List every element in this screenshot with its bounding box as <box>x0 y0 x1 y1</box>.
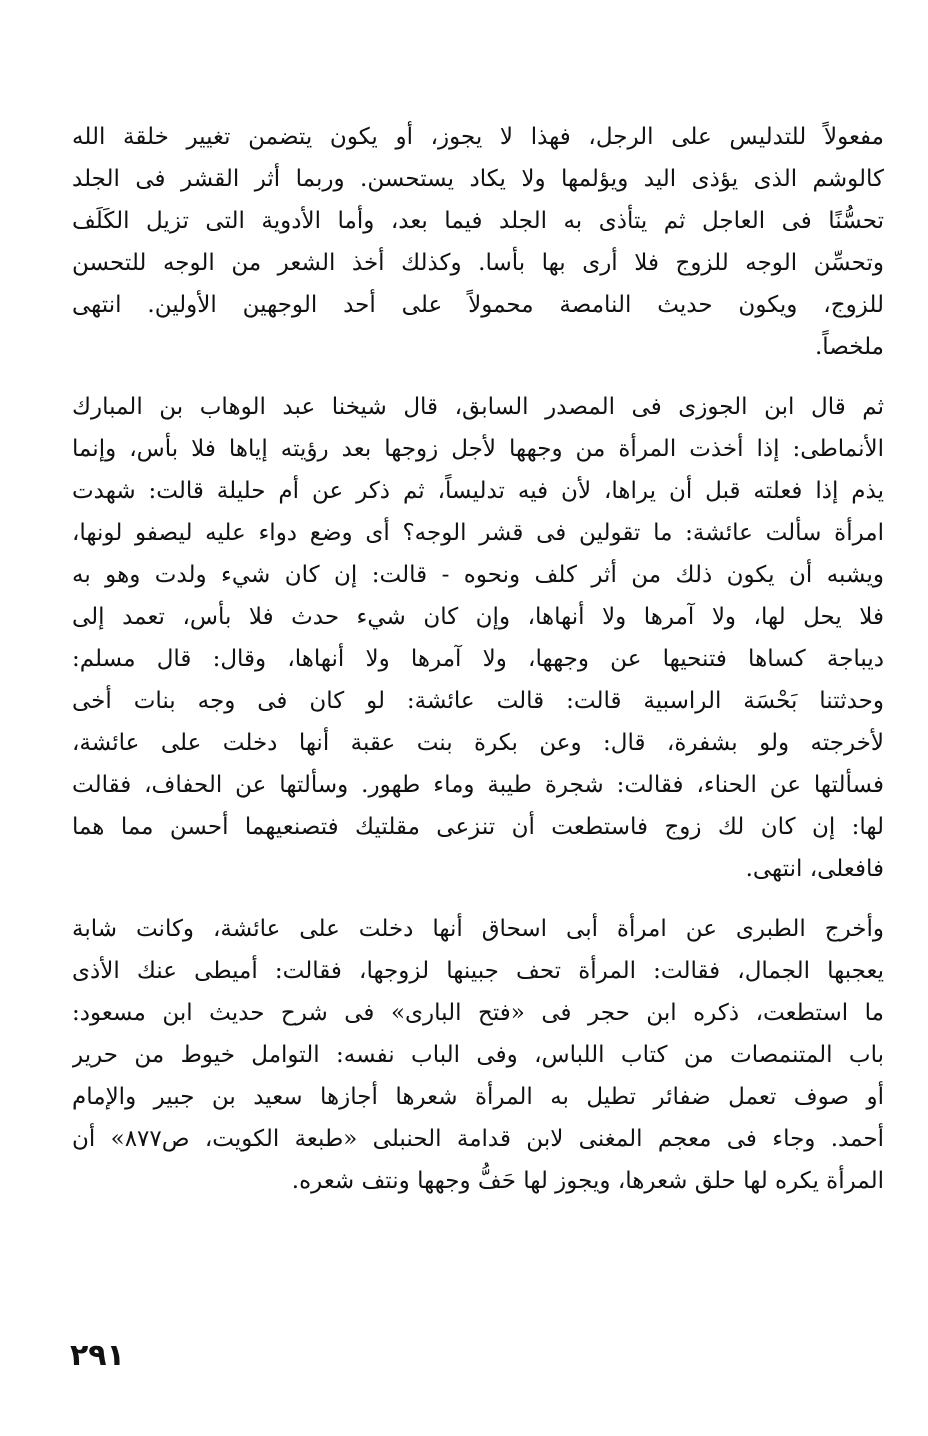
text-line: مفعولاً للتدليس على الرجل، فهذا لا يجوز، أو يكون يتضمن تغيير خلقة الله <box>72 124 884 150</box>
text-line: لها: إن كان لك زوج فاستطعت أن تنزعى مقلتيك فتصنعيهما أحسن مما هما <box>72 814 884 840</box>
paragraph <box>72 116 884 368</box>
text-line: يذم إذا فعلته قبل أن يراها، لأن فيه تدليساً، ثم ذكر عن أم حليلة قالت: شهدت <box>72 478 884 504</box>
text-line: لأخرجته ولو بشفرة، قال: وعن بكرة بنت عقبة أنها دخلت على عائشة، <box>72 730 884 756</box>
text-line: ما استطعت، ذكره ابن حجر فى «فتح البارى» فى شرح حديث ابن مسعود: <box>72 1000 884 1026</box>
text-line: الأنماطى: إذا أخذت المرأة من وجهها لأجل زوجها بعد رؤيته إياها فلا بأس، وإنما <box>72 436 884 462</box>
text-line: ديباجة كساها فتنحيها عن وجهها، ولا آمرها ولا أنهاها، وقال: قال مسلم: <box>72 646 884 672</box>
text-line: المرأة يكره لها حلق شعرها، ويجوز لها حَفُّ وجهها ونتف شعره. <box>291 1168 884 1194</box>
text-line: باب المتنمصات من كتاب اللباس، وفى الباب نفسه: التوامل خيوط من حرير <box>72 1042 884 1068</box>
text-line: ثم قال ابن الجوزى فى المصدر السابق، قال شيخنا عبد الوهاب بن المبارك <box>72 394 884 420</box>
text-line: امرأة سألت عائشة: ما تقولين فى قشر الوجه؟ أى وضع دواء عليه ليصفو لونها، <box>72 520 884 546</box>
text-line: وحدثتنا بَحْسَة الراسبية قالت: قالت عائشة: لو كان فى وجه بنات أخى <box>72 688 884 714</box>
text-line: أو صوف تعمل ضفائر تطيل به المرأة شعرها أجازها سعيد بن جبير والإمام <box>72 1084 884 1110</box>
paragraph <box>72 908 884 1202</box>
text-line: وتحسِّن الوجه للزوج فلا أرى بها بأسا. وكذلك أخذ الشعر من الوجه للتحسن <box>72 250 884 276</box>
text-line: ويشبه أن يكون ذلك من أثر كلف ونحوه - قالت: إن كان شيء ولدت وهو به <box>72 562 884 588</box>
text-line: فسألتها عن الحناء، فقالت: شجرة طيبة وماء طهور. وسألتها عن الحفاف، فقالت <box>72 772 884 798</box>
text-line: فافعلى، انتهى. <box>745 856 884 882</box>
text-line: فلا يحل لها، ولا آمرها ولا أنهاها، وإن كان شيء حدث فلا بأس، تعمد إلى <box>72 604 884 630</box>
page-body-text <box>72 116 884 1202</box>
text-line: أحمد. وجاء فى معجم المغنى لابن قدامة الحنبلى «طبعة الكويت، ص٨٧٧» أن <box>72 1126 884 1152</box>
text-line: للزوج، ويكون حديث النامصة محمولاً على أحد الوجهين الأولين. انتهى <box>72 292 884 318</box>
paragraph <box>72 386 884 890</box>
text-line: كالوشم الذى يؤذى اليد ويؤلمها ولا يكاد يستحسن. وربما أثر القشر فى الجلد <box>72 166 884 192</box>
text-line: يعجبها الجمال، فقالت: المرأة تحف جبينها لزوجها، فقالت: أميطى عنك الأذى <box>72 958 884 984</box>
page-number: ٢٩١ <box>70 1338 125 1373</box>
paragraph-gap <box>72 368 884 386</box>
text-line: تحسُّنًا فى العاجل ثم يتأذى به الجلد فيما بعد، وأما الأدوية التى تزيل الكَلَف <box>72 208 884 234</box>
paragraph-gap <box>72 890 884 908</box>
text-line: وأخرج الطبرى عن امرأة أبى اسحاق أنها دخلت على عائشة، وكانت شابة <box>72 916 884 942</box>
text-line: ملخصاً. <box>814 334 884 360</box>
